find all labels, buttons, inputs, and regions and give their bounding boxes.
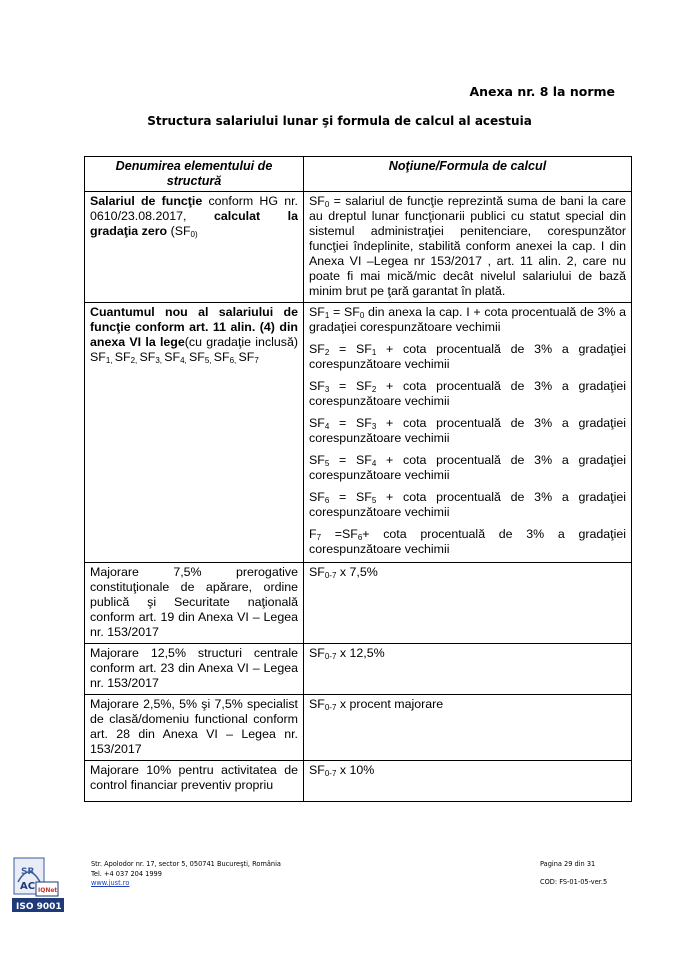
formula-part: + cota procentuală de 3% a gradaţiei corespunzătoare vechimii [309, 490, 626, 519]
sf-list [90, 350, 259, 364]
table-row [85, 192, 632, 303]
formula-part: 0 [359, 311, 365, 320]
certification-logo [10, 856, 66, 914]
element-name-cell: Majorare 2,5%, 5% şi 7,5% specialist de clasă/domeniu functional conform art. 28 din Anexa VI – Legea nr. 153/2017 [85, 695, 304, 761]
element-name-cell: Majorare 12,5% structuri centrale conform art. 23 din Anexa VI – Legea nr. 153/2017 [85, 644, 304, 695]
sf-symbol: SF [164, 350, 181, 364]
svg-text:ISO 9001: ISO 9001 [16, 902, 62, 912]
formula-line [309, 305, 626, 335]
sf-subscript: 2, [130, 356, 140, 365]
formula-part: din anexa la cap. I + cota procentuală de 3% a gradaţiei corespunzătoare vechimii [309, 305, 626, 334]
formula-part: 2 [371, 385, 377, 394]
formula-line [309, 453, 626, 483]
sf-symbol: SF [90, 350, 106, 364]
formula-cell: $SF_{0-7}$ x 10% [304, 761, 632, 802]
element-name-cell: Cuantumul nou al salariului de funcţie conform art. 11 alin. (4) din anexa VI la lege(cu gradaţie inclusă) $SF_{1,}$ $SF_{2,}$ $SF_{3,}$ $SF_{4,}$ $SF_{5,}$ $SF_{6,}$ $SF_7$ [85, 303, 304, 563]
column-header-formula: Noţiune/Formula de calcul [304, 157, 632, 192]
svg-text:SR: SR [21, 867, 35, 877]
table-row [85, 695, 632, 761]
formula-part: SF [309, 490, 325, 504]
footer-page-info [540, 860, 607, 887]
sf-subscript: 4, [180, 356, 189, 365]
document-code: COD: FS-01-05-ver.5 [540, 877, 608, 886]
formula-part: SF [309, 453, 325, 467]
formula-cell: $SF_0$ = salariul de funcţie reprezintă suma de bani la care au dreptul lunar funcţionarii publici cu statut special din sistemul administraţiei penitenciare, corespunzător funcţiei îndeplinite, stabilită conform anexei la cap. I din Anexa VI –Legea nr 153/2017 , art. 11 alin. 2, care nu poate fi mai mică/mic decât nivelul salariului de bază minim brut pe ţară garantat în plată. [304, 192, 632, 303]
formula-part: 4 [371, 459, 377, 468]
formula-part: 5 [371, 496, 377, 505]
formula-part: = SF [329, 490, 372, 504]
table-row [85, 303, 632, 563]
sf-symbol: SF [139, 350, 156, 364]
formula-part: = SF [329, 453, 372, 467]
formula-part: = SF [329, 305, 360, 319]
formula-part: + cota procentuală de 3% a gradaţiei corespunzătoare vechimii [309, 379, 626, 408]
sf-subscript: 6, [229, 356, 239, 365]
formula-part: F [309, 527, 317, 541]
column-header-element: Denumirea elementului de structură [85, 157, 304, 192]
sf-symbol: SF [238, 350, 255, 364]
formula-part: + cota procentuală de 3% a gradaţiei corespunzătoare vechimii [309, 416, 626, 445]
formula-part: SF [309, 342, 325, 356]
formula-cell: $SF_{0-7}$ x procent majorare [304, 695, 632, 761]
formula-part: 4 [324, 422, 330, 431]
phone-line: Tel. +4 037 204 1999 [91, 869, 162, 878]
formula-part: 5 [324, 459, 330, 468]
formula-part: 1 [371, 348, 377, 357]
svg-text:IQNet: IQNet [38, 887, 58, 894]
sf-subscript: 1, [105, 356, 115, 365]
formula-part: + cota procentuală de 3% a gradaţiei corespunzătoare vechimii [309, 527, 626, 556]
element-name-cell: Salariul de funcţie conform HG nr. 0610/23.08.2017, calculat la gradaţia zero ($SF_{0)}$ [85, 192, 304, 303]
table-header-row [85, 157, 632, 192]
document-title: Structura salariului lunar şi formula de calcul al acestuia [147, 114, 532, 128]
salary-structure-table [84, 156, 632, 802]
formula-line [309, 379, 626, 409]
sf-symbol: SF [114, 350, 131, 364]
formula-cell [304, 303, 632, 563]
formula-part: = SF [329, 342, 372, 356]
formula-part: + cota procentuală de 3% a gradaţiei corespunzătoare vechimii [309, 453, 626, 482]
formula-part: + cota procentuală de 3% a gradaţiei corespunzătoare vechimii [309, 342, 626, 371]
formula-part: 2 [324, 348, 330, 357]
page-number: Pagina 29 din 31 [540, 860, 596, 868]
formula-part: 3 [324, 385, 330, 394]
formula-part: 1 [324, 311, 330, 320]
sf-subscript: 7 [254, 356, 259, 365]
formula-part: = SF [329, 379, 372, 393]
footer-address [91, 860, 281, 889]
formula-part: 6 [324, 496, 330, 505]
sf-subscript: 5, [204, 356, 214, 365]
table-row [85, 563, 632, 644]
formula-line [309, 416, 626, 446]
formula-part: 7 [316, 533, 322, 542]
formula-line [309, 342, 626, 372]
element-name-cell: Majorare 10% pentru activitatea de control financiar preventiv propriu [85, 761, 304, 802]
element-name-cell: Majorare 7,5% prerogative constituţionale de apărare, ordine publică şi Securitate naţională conform art. 19 din Anexa VI – Legea nr. 153/2017 [85, 563, 304, 644]
formula-part: 3 [371, 422, 377, 431]
formula-part: 6 [357, 533, 363, 542]
formula-line [309, 527, 626, 557]
annex-label: Anexa nr. 8 la norme [469, 84, 615, 99]
formula-line [309, 490, 626, 520]
table-row [85, 644, 632, 695]
formula-part: =SF [321, 527, 358, 541]
formula-part: SF [309, 305, 325, 319]
svg-text:AC: AC [20, 881, 36, 892]
formula-part: SF [309, 416, 325, 430]
formula-part: = SF [329, 416, 372, 430]
formula-cell: $SF_{0-7}$ x 7,5% [304, 563, 632, 644]
address-line: Str. Apolodor nr. 17, sector 5, 050741 Bucureşti, România [91, 860, 281, 868]
website-link[interactable]: www.just.ro [91, 879, 130, 887]
formula-cell: $SF_{0-7}$ x 12,5% [304, 644, 632, 695]
sf-subscript: 3, [155, 356, 165, 365]
table-row [85, 761, 632, 802]
sf-symbol: SF [213, 350, 230, 364]
sf-symbol: SF [189, 350, 205, 364]
formula-part: SF [309, 379, 325, 393]
